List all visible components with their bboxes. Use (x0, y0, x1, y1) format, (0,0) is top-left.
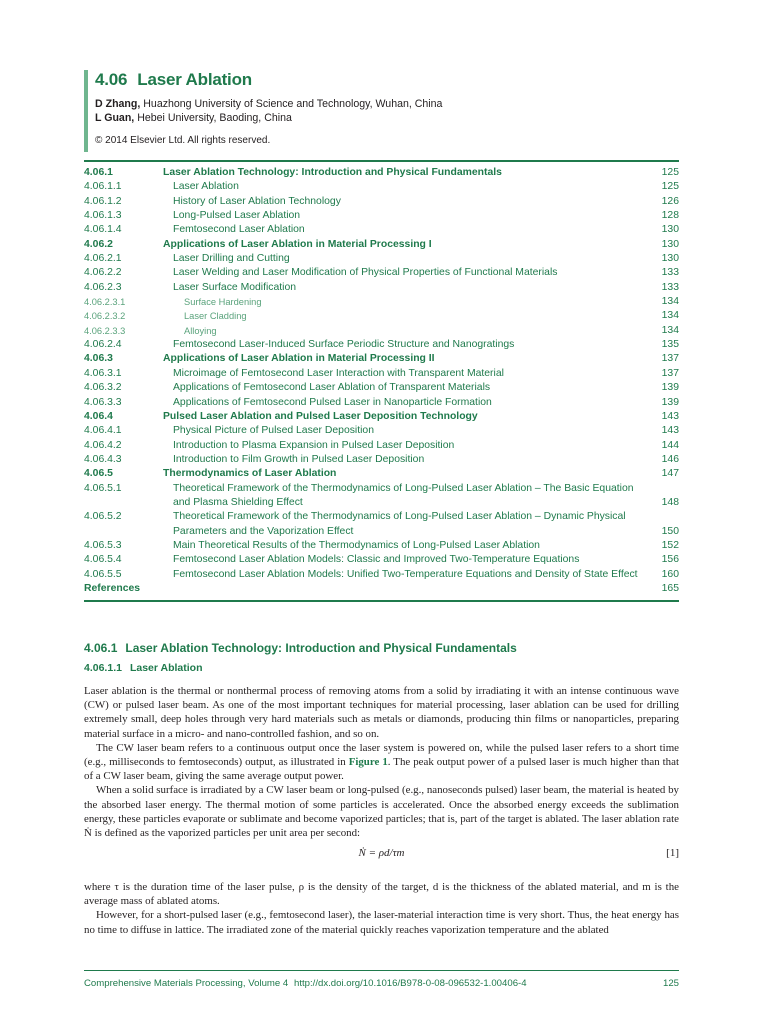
toc-number: 4.06.1.1 (84, 181, 122, 193)
paragraph: However, for a short-pulsed laser (e.g., femtosecond laser), the laser-material interaction time is very short. Thus, the heat energy has no time to diffuse in lattice. The irradiated zone of the material quickly reaches vaporization temperature and the ablated (84, 909, 679, 936)
toc-page: 126 (661, 195, 679, 207)
toc-entry[interactable] (84, 324, 679, 338)
toc-title: Femtosecond Laser Ablation (173, 224, 305, 236)
toc-number: 4.06.3.1 (84, 367, 122, 379)
toc-number: 4.06.4.2 (84, 439, 122, 451)
toc-number: 4.06.3.3 (84, 396, 122, 408)
toc-entry[interactable] (84, 467, 679, 481)
toc-bottom-rule (84, 600, 679, 602)
toc-number: 4.06.2.3.2 (84, 311, 126, 322)
toc-title (163, 582, 639, 596)
author-affiliation: Hebei University, Baoding, China (137, 112, 292, 124)
toc-title: Microimage of Femtosecond Laser Interaction with Transparent Material (173, 367, 504, 379)
toc-page: 146 (661, 453, 679, 465)
paragraph (84, 741, 679, 784)
toc-title: Laser Drilling and Cutting (173, 253, 290, 265)
toc-entry[interactable] (84, 195, 679, 209)
toc-number: 4.06.1.4 (84, 224, 122, 236)
toc-title: Thermodynamics of Laser Ablation (163, 468, 337, 480)
toc-number: 4.06.5.3 (84, 539, 122, 551)
toc-title: Introduction to Film Growth in Pulsed Laser Deposition (173, 453, 425, 465)
toc-title-line: Theoretical Framework of the Thermodynamics of Long-Pulsed Laser Ablation – Dynamic Physical (173, 511, 626, 523)
chapter-title-text: Laser Ablation (137, 70, 252, 89)
toc-page: 135 (661, 339, 679, 351)
toc-title: Pulsed Laser Ablation and Pulsed Laser Deposition Technology (163, 410, 478, 422)
toc-entry[interactable] (84, 352, 679, 366)
chapter-number: 4.06 (95, 70, 128, 89)
toc-title: Introduction to Plasma Expansion in Pulsed Laser Deposition (173, 439, 455, 451)
toc-title-line: and Plasma Shielding Effect (173, 496, 303, 508)
footer-page-number: 125 (662, 978, 679, 989)
equation-expression: Ṅ = ρd/τm (358, 847, 405, 859)
toc-number: 4.06.5.5 (84, 568, 122, 580)
toc-entry[interactable] (84, 482, 679, 511)
toc-number: 4.06.5.1 (84, 482, 122, 494)
toc-page: 137 (661, 367, 679, 379)
toc-title: Laser Cladding (184, 311, 247, 322)
subsection-title: Laser Ablation (129, 662, 203, 674)
equation-1 (84, 847, 679, 865)
toc-number: 4.06.5 (84, 468, 113, 480)
toc-number: 4.06.2 (84, 238, 113, 250)
toc-page: 125 (661, 181, 679, 193)
toc-page: 130 (661, 224, 679, 236)
toc-title: Laser Ablation (173, 181, 239, 193)
toc-number: 4.06.4 (84, 410, 113, 422)
toc-page: 165 (661, 582, 679, 594)
section-number: 4.06.1 (84, 641, 118, 655)
toc-number: 4.06.3 (84, 353, 113, 365)
toc-entry[interactable] (84, 180, 679, 194)
toc-page: 134 (661, 296, 679, 308)
paragraph-text: The CW laser beam refers to a continuous output once the laser system is powered on, while the pulsed laser refers to a short time (e.g., milliseconds to femtoseconds) output, as illustrated in (84, 741, 679, 769)
toc-page: 130 (661, 238, 679, 250)
toc-number: 4.06.2.3.1 (84, 297, 126, 308)
chapter-accent-bar (84, 70, 88, 152)
equation-label: [1] (666, 847, 679, 859)
toc-page: 160 (661, 568, 679, 580)
toc-page: 139 (661, 382, 679, 394)
toc-title: Alloying (184, 325, 217, 336)
toc-entry[interactable] (84, 238, 679, 252)
toc-entry[interactable] (84, 539, 679, 553)
section-title: Laser Ablation Technology: Introduction and Physical Fundamentals (125, 641, 517, 655)
footer-doi-link[interactable]: http://dx.doi.org/10.1016/B978-0-08-096532-1.00406-4 (294, 978, 527, 989)
footer-journal: Comprehensive Materials Processing, Volume 4 (84, 978, 289, 989)
paragraph: When a solid surface is irradiated by a CW laser beam or long-pulsed (e.g., nanoseconds pulsed) laser beam, the material is heated by the absorbed laser energy. The thermal motion of some particles is accelerated. Once the absorbed energy exceeds the sublimation energy, these particles evaporate or sublimate and become vaporized particles; that is, part of the target is ablated. The laser ablation rate Ṅ is defined as the vaporized particles per unit area per second: (84, 784, 679, 840)
toc-entry[interactable] (84, 396, 679, 410)
section-heading (84, 641, 517, 655)
toc-entry[interactable] (84, 295, 679, 309)
author-name: L Guan, (95, 112, 135, 124)
toc-page: 130 (661, 253, 679, 265)
subsection-heading (84, 662, 203, 674)
toc-number: 4.06.5.2 (84, 511, 122, 523)
copyright-notice: © 2014 Elsevier Ltd. All rights reserved. (95, 135, 271, 146)
author-affiliation: Huazhong University of Science and Technology, Wuhan, China (143, 98, 443, 110)
toc-top-rule (84, 160, 679, 162)
toc-title: Laser Surface Modification (173, 281, 297, 293)
author-name: D Zhang, (95, 98, 141, 110)
body-text-lower (84, 880, 679, 937)
author-line (95, 98, 442, 110)
toc-number: 4.06.4.3 (84, 453, 122, 465)
toc-number: 4.06.2.2 (84, 267, 122, 279)
toc-entry[interactable] (84, 410, 679, 424)
toc-entry[interactable] (84, 568, 679, 582)
body-text-upper (84, 684, 679, 840)
toc-title: Surface Hardening (184, 297, 262, 308)
toc-page: 128 (661, 210, 679, 222)
figure-link[interactable]: Figure 1 (348, 756, 388, 769)
toc-entry[interactable] (84, 281, 679, 295)
toc-entry[interactable] (84, 309, 679, 323)
toc-page: 150 (661, 525, 679, 537)
toc-number: 4.06.1.3 (84, 210, 122, 222)
toc-entry[interactable] (84, 367, 679, 381)
author-line (95, 112, 292, 124)
toc-title: Applications of Femtosecond Laser Ablation of Transparent Materials (173, 382, 491, 394)
toc-title-line: Parameters and the Vaporization Effect (173, 525, 354, 537)
toc-title: Laser Ablation Technology: Introduction and Physical Fundamentals (163, 167, 502, 178)
toc-entry[interactable] (84, 424, 679, 438)
toc-page: 125 (661, 167, 679, 178)
toc-page: 134 (661, 324, 679, 336)
subsection-number: 4.06.1.1 (84, 662, 122, 674)
toc-number: 4.06.2.3.3 (84, 325, 126, 336)
table-of-contents (84, 166, 679, 596)
toc-page: 148 (661, 496, 679, 508)
toc-title: Long-Pulsed Laser Ablation (173, 210, 301, 222)
toc-title (163, 482, 639, 511)
toc-number: 4.06.4.1 (84, 425, 122, 437)
paragraph: where τ is the duration time of the laser pulse, ρ is the density of the target, d is the thickness of the ablated material, and m is the average mass of ablated atoms. (84, 881, 679, 908)
toc-page: 144 (661, 439, 679, 451)
toc-entry[interactable] (84, 553, 679, 567)
toc-number: 4.06.2.4 (84, 339, 122, 351)
toc-page: 143 (661, 410, 679, 422)
toc-page: 156 (661, 554, 679, 566)
toc-number: References (84, 582, 141, 594)
toc-number: 4.06.5.4 (84, 554, 122, 566)
toc-title: Applications of Laser Ablation in Material Processing I (163, 238, 432, 250)
toc-number: 4.06.2.3 (84, 281, 122, 293)
toc-number: 4.06.1.2 (84, 195, 122, 207)
toc-title: Main Theoretical Results of the Thermodynamics of Long-Pulsed Laser Ablation (173, 539, 540, 551)
toc-page: 134 (661, 310, 679, 322)
paragraph-text: . The peak output power of a pulsed laser is much higher than that of a CW laser beam, giving the same average output power. (84, 756, 679, 783)
paragraph: Laser ablation is the thermal or nonthermal process of removing atoms from a solid by irradiating it with an intense continuous wave (CW) or pulsed laser beam. As one of the most important techniques for material processing, laser ablation can be used for drilling extremely small, deep holes through very hard materials such as metals or diamonds, producing thin films or nanoparticles, preparing material surface in a micro- and nano-controlled fashion, and so on. (84, 685, 679, 740)
footer-rule (84, 970, 679, 971)
toc-title: Femtosecond Laser Ablation Models: Classic and Improved Two-Temperature Equations (173, 554, 580, 566)
toc-title (163, 510, 639, 539)
toc-entry[interactable] (84, 439, 679, 453)
toc-number: 4.06.1 (84, 167, 113, 178)
toc-entry[interactable] (84, 223, 679, 237)
toc-entry[interactable] (84, 209, 679, 223)
toc-title: Applications of Femtosecond Pulsed Laser in Nanoparticle Formation (173, 396, 492, 408)
toc-number: 4.06.2.1 (84, 253, 122, 265)
toc-number: 4.06.3.2 (84, 382, 122, 394)
toc-entry[interactable] (84, 266, 679, 280)
toc-page: 133 (661, 267, 679, 279)
toc-page: 143 (661, 425, 679, 437)
toc-entry[interactable] (84, 582, 679, 596)
toc-entry[interactable] (84, 381, 679, 395)
toc-title: Physical Picture of Pulsed Laser Deposition (173, 425, 374, 437)
toc-title: History of Laser Ablation Technology (173, 195, 341, 207)
toc-entry[interactable] (84, 252, 679, 266)
toc-page: 137 (661, 353, 679, 365)
chapter-title (95, 70, 252, 90)
toc-page: 139 (661, 396, 679, 408)
toc-entry[interactable] (84, 510, 679, 539)
toc-entry[interactable] (84, 338, 679, 352)
toc-page: 147 (661, 468, 679, 480)
toc-title-line: Theoretical Framework of the Thermodynamics of Long-Pulsed Laser Ablation – The Basic Equation (173, 482, 634, 494)
toc-title: Femtosecond Laser-Induced Surface Periodic Structure and Nanogratings (173, 339, 515, 351)
toc-title: Laser Welding and Laser Modification of Physical Properties of Functional Materials (173, 267, 558, 279)
toc-page: 133 (661, 281, 679, 293)
toc-title: Femtosecond Laser Ablation Models: Unified Two-Temperature Equations and Density of State Effect (173, 568, 638, 580)
toc-title: Applications of Laser Ablation in Material Processing II (163, 353, 435, 365)
toc-entry[interactable] (84, 166, 679, 180)
toc-entry[interactable] (84, 453, 679, 467)
toc-page: 152 (661, 539, 679, 551)
